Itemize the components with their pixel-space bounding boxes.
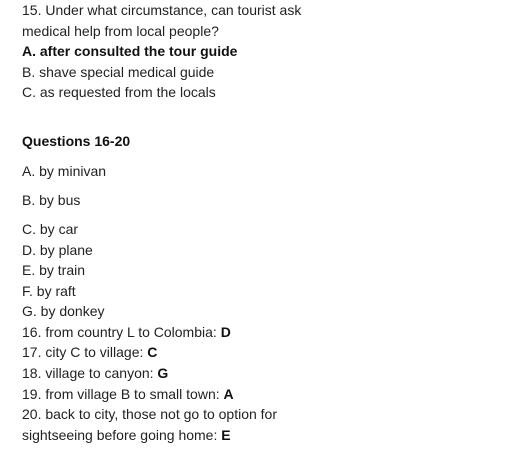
option-c: C. by car: [22, 221, 79, 237]
question-18-text: 18. village to canyon:: [22, 365, 158, 381]
question-19-text: 19. from village B to small town:: [22, 386, 224, 402]
option-f: F. by raft: [22, 283, 76, 299]
question-17-text: 17. city C to village:: [22, 344, 148, 360]
question-17: [22, 342, 157, 362]
question-20-answer: E: [221, 427, 231, 443]
question-19: [22, 384, 234, 404]
option-b: B. by bus: [22, 192, 81, 208]
question-18-answer: G: [157, 365, 169, 381]
question-19-answer: A: [223, 386, 234, 402]
question-16-text: 16. from country L to Colombia:: [22, 324, 221, 340]
q15-option-a: A. after consulted the tour guide: [22, 43, 238, 59]
question-20-line1: 20. back to city, those not go to option for: [22, 406, 278, 422]
option-a: A. by minivan: [22, 163, 107, 179]
question-17-answer: C: [147, 344, 158, 360]
q15-option-c: C. as requested from the locals: [22, 84, 216, 100]
q15-question-line2: medical help from local people?: [22, 23, 219, 39]
question-20-line2: [22, 425, 231, 445]
option-d: D. by plane: [22, 242, 93, 258]
q15-option-b: B. shave special medical guide: [22, 64, 215, 80]
section-heading: Questions 16-20: [22, 133, 131, 149]
question-20-text: sightseeing before going home:: [22, 427, 222, 443]
question-18: [22, 363, 168, 383]
option-g: G. by donkey: [22, 303, 105, 319]
question-16-answer: D: [220, 324, 231, 340]
question-16: [22, 322, 231, 342]
q15-question-line1: 15. Under what circumstance, can tourist ask: [22, 2, 302, 18]
option-e: E. by train: [22, 262, 86, 278]
